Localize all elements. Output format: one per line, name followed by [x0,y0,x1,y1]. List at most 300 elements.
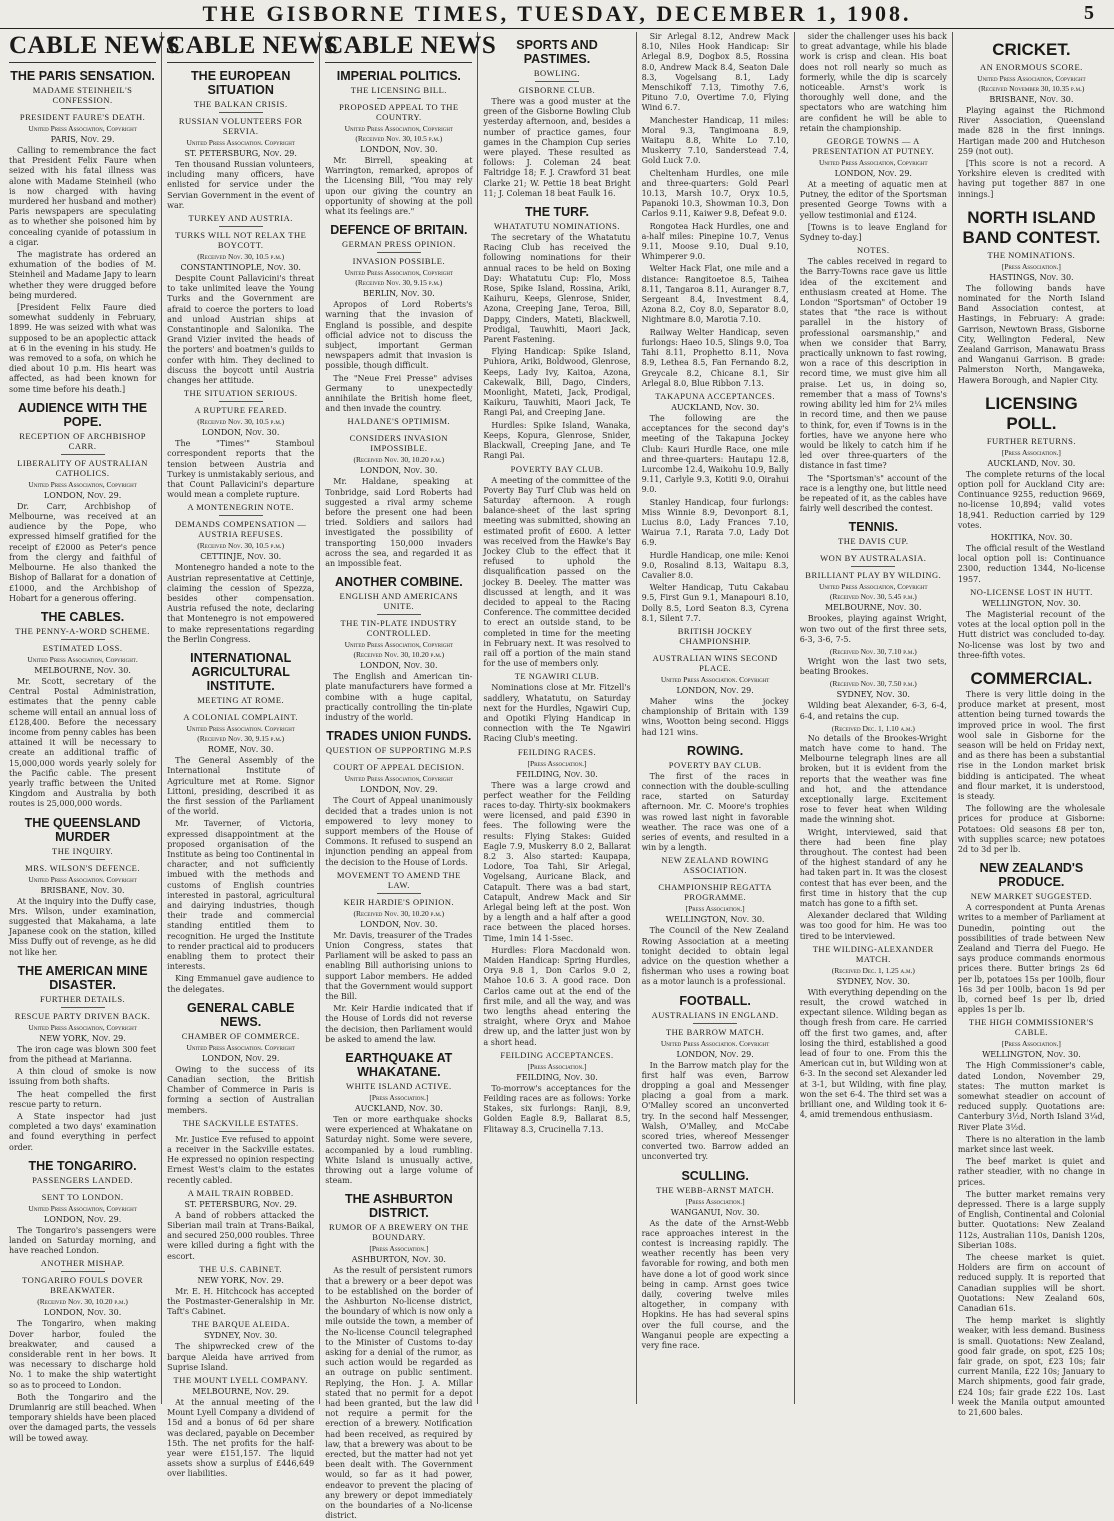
column-banner: CABLE NEWS [9,32,156,63]
divider-rule [377,429,421,430]
press-credit: [Press Association.] [685,1196,745,1206]
article-paragraph: [Towns is to leave England for Sydney to-day.] [799,222,947,243]
press-credit: [Press Association.] [1001,447,1061,457]
article-subheading: TURKS WILL NOT RELAX THE BOYCOTT. [175,230,307,251]
press-credit: (Received Nov. 30, 10.5 p.m.) [197,417,285,427]
article-subheading: PASSENGERS LANDED. [32,1174,133,1185]
article-paragraph: A State inspector had just completed a two days' examination and found everything in perfect order. [9,1111,157,1152]
article-subheading: POVERTY BAY CLUB. [510,463,604,474]
press-credit: (Received Nov. 30, 10.5 p.m.) [197,541,285,551]
article-paragraph: At the annual meeting of the Mount Lyell Company a dividend of 15d and a bonus of 6d per share was declared, payable on December 15th. The net profits for the half-year were £151,157. The liquid assets show a surplus of £446,649 over liabilities. [167,1398,315,1479]
press-credit: [Press Association.] [369,1092,429,1102]
column-3 [320,32,497,1521]
dateline: FEILDING, Nov. 30. [516,769,598,779]
article-paragraph: Wright, interviewed, said that there had been fine play throughout. The contest had been of the highest standard of any he had taken part in. It was the closest contest that has ever been, and the first time in history that the cup match has gone to a fifth set. [799,827,947,908]
press-credit: (Received November 30, 10.35 p.m.) [978,84,1085,93]
article-subheading: ESTIMATED LOSS. [42,642,123,653]
article-headline: THE QUEENSLAND MURDER [24,815,141,844]
article-subheading: KEIR HARDIE'S OPINION. [343,896,455,907]
article-subheading: NO-LICENSE LOST IN HUTT. [970,586,1093,597]
article-subheading: FEILDING ACCEPTANCES. [500,1049,614,1060]
press-credit: [Press Association.] [527,1061,587,1071]
article-subheading: MEETING AT ROME. [197,695,285,706]
divider-rule [61,639,105,640]
press-credit: United Press Association, Copyright [28,1022,137,1032]
article-subheading: TONGARIRO FOULS DOVER BREAKWATER. [22,1275,143,1296]
article-subheading: NOTES. [857,245,890,256]
dateline: WELLINGTON, Nov. 30. [982,1050,1081,1060]
article-subheading: LIBERALITY OF AUSTRALIAN CATHOLICS. [17,457,148,478]
article-subheading: THE LICENSING BILL. [350,85,447,95]
article-headline: SPORTS AND PASTIMES. [516,38,598,66]
article-paragraph: Mr. Haldane, speaking at Tonbridge, said Lord Roberts had suggested a rival army scheme before the present one had been tried. Soldiers and sailors had investigated the possibility of transporting 150,000 invaders across the sea, and regarded it as an impossible feat. [325,477,473,569]
article-paragraph: A band of robbers attacked the Siberian mail train at Trans-Baikal, and secured 250,000 roubles. Three were killed during a fight with the escort. [167,1210,315,1261]
press-credit: United Press Association, Copyright [819,158,928,168]
column-banner: CABLE NEWS [167,32,314,63]
press-credit: (Received Nov. 30, 10.5 p.m.) [355,134,443,143]
article-subheading: MADAME STEINHEIL'S CONFESSION. [32,85,133,105]
article-headline: THE ASHBURTON DISTRICT. [345,1192,453,1221]
divider-rule [61,859,105,860]
article-subheading: THE BARQUE ALEIDA. [191,1319,290,1330]
article-subheading: THE WILDING-ALEXANDER MATCH. [812,943,934,964]
article-paragraph: With everything depending on the result, the crowd watched in expectant silence. Wilding began as though fresh from care. He carried off the first two games, and, after losing the third, established a good lead of four to one. From this the American cut in, but Wilding won at 6-3. In the second set Alexander led at 3-1, but Wilding, with fine play, won the set 6-4. The third set was a brilliant one, and Wilding took it 6-4, amid tremendous enthusiasm. [799,987,947,1120]
dateline: FEILDING, Nov. 30. [516,1072,598,1082]
divider-rule [61,454,105,455]
press-credit: United Press Association, Copyright [344,774,454,784]
divider-rule [219,708,263,709]
article-subheading: THE NOMINATIONS. [987,249,1076,260]
article-paragraph: Owing to the success of its Canadian section, the British Chamber of Commerce in Paris is forming a section of Australian members. [167,1064,315,1115]
article-paragraph: No details of the Brookes-Wright match have come to hand. The Melbourne telegraph lines are all broken, but it is evident from the reports that the weather was fine and hot, and the attendance exceptionally large. Excitement rose to fever heat when Wilding made the winning shot. [799,733,947,825]
article-paragraph: [President Felix Faure died somewhat suddenly in February, 1899. He was seized with what was supposed to be an apoplectic attack at 6 in the evening in his study. He was removed to a sofa, on which he died about 10 p.m. His heart was affected, as had been known for some time before his death.] [9,303,157,394]
article-paragraph: Mr. Davis, treasurer of the Trades Union Congress, states that Parliament will be asked to pass an enabling Bill authorising unions to support Labor members. He added that the Government would support the Bill. [325,930,473,1001]
column-5 [637,32,795,1404]
press-credit: United Press Association, Copyright [344,268,454,278]
dateline: BRISBANE, Nov. 30. [989,95,1074,104]
article-subheading: CONSIDERS INVASION IMPOSSIBLE. [349,433,449,454]
press-credit: United Press Association. Copyright [660,1038,770,1048]
divider-rule [377,98,421,99]
article-headline: ANOTHER COMBINE. [334,575,463,590]
article-paragraph: The Council of the New Zealand Rowing Association at a meeting tonight decided to obtain legal advice on the question whether a fisherman who uses a rowing boat as a motor launch is a professional. [641,926,789,987]
article-headline: TENNIS. [848,520,898,535]
press-credit: (Received Nov. 30, 7.50 p.m.) [829,679,917,689]
column-6 [795,32,953,1404]
article-paragraph: The English and American tin-plate manufacturers have formed a combine with a huge capital, practically controlling the tin-plate industry of the world. [325,672,473,723]
article-paragraph: Welter Hack Flat, one mile and a distance: Rangitoetoe 8.5, Taihea 8.11, Tangaroa 8.11, Auranger 8.7, Sergeant 8.4, Investment 8.4, Azona 8.2, Coy 8.0, Separator 8.0, Nightmare 8.0, Marotia 7.10. [641,264,789,325]
dateline: CETTINJE, Nov. 30. [200,552,282,562]
article-headline: IMPERIAL POLITICS. [336,69,461,83]
article-headline: COMMERCIAL. [970,668,1093,688]
article-headline: DEFENCE OF BRITAIN. [330,223,468,238]
divider-rule [851,549,895,550]
article-headline: THE TURF. [525,205,589,220]
article-paragraph: Maher wins the jockey championship of Britain with 139 wins, Wootton being second. Higgs had 121 wins. [641,696,789,737]
article-subheading: ANOTHER MISHAP. [40,1258,125,1269]
article-paragraph: A correspondent at Punta Arenas writes to a member of Parliament at Dunedin, pointing out the possibilities of trade between New Zealand and Tierra del Fuego. He says produce commands enormous prices there. Butter brings 2s 6d per lb, potatoes 15s per 100lb, flour 16s 3d per 100lb, bacon 1s 9d per lb, corned beef 1s per lb, dried apples 1s per lb. [957,903,1105,1015]
article-paragraph: The iron cage was blown 300 feet from the pithead at Marianna. [9,1044,157,1064]
article-paragraph: King Emmanuel gave audience to the delegates. [167,974,315,994]
dateline: AUCKLAND, Nov. 30. [354,1103,443,1113]
article-headline: CRICKET. [992,40,1071,59]
article-paragraph: A thin cloud of smoke is now issuing from both shafts. [9,1067,157,1087]
article-subheading: GISBORNE CLUB. [518,85,596,95]
divider-rule [535,81,579,82]
dateline: LONDON, Nov. 30. [360,919,438,929]
article-paragraph: Sir Arlegal 8.12, Andrew Mack 8.10, Niles Hook Handicap: Sir Arlegal 8.9, Dogbox 8.5, Rossina 8.0, Andrew Mack 8.4, Seaton Dale 8.3, Vogelsang 8.1, Lady Menschikoff 7.13, Timothy 7.6, Pituno 7.0, Overtime 7.0, Flying Wind 6.7. [641,32,789,113]
article-paragraph: Brookes, playing against Wright, won two out of the first three sets, 6-3, 3-6, 7-5. [799,614,947,644]
article-subheading: THE SITUATION SERIOUS. [183,388,298,399]
article-subheading: WHITE ISLAND ACTIVE. [346,1080,452,1091]
article-paragraph: There is very little doing in the produce market at present, most attention being turned towards the improved price in wool. The first wool sale in Gisborne for the season will be held on Friday next, and as there has been a substantial rise in the London market brisk bidding is anticipated. The wheat and flour market, it is understood, is steady. [957,689,1105,801]
article-subheading: CHAMBER OF COMMERCE. [181,1030,300,1041]
dateline: PARIS, Nov. 29. [50,135,115,144]
dateline: LONDON, Nov. 29. [676,685,754,695]
article-paragraph: The butter market remains very depressed. There is a large supply of English, Continental and Colonial butter. Quotations: New Zealand 112s, Australian 110s, Danish 120s, Siberian 108s. [957,1189,1105,1250]
article-paragraph: Calling to remembrance the fact that President Felix Faure when seized with his fatal illness was alone with Madame Steinheil (who is now charged with having murdered her husband and mother) Paris newspapers are speculating as to whether she poisoned him by concealing cyanide of potassium in a cigar. [9,146,157,247]
press-credit: [Press Association.] [685,904,745,914]
article-paragraph: Despite Count Pallavicini's threat to take unlimited leave the Young Turks and the Government are afraid to coerce the porters to load and unload Austrian ships at Constantinople and Salonika. The Grand Vizier invited the heads of the porters' and boatmen's guilds to confer with him. They declined to discuss the boycott until Austria changes her attitude. [167,274,315,386]
column-banner: CABLE NEWS [325,32,472,63]
dateline: MELBOURNE, Nov. 30. [824,603,922,613]
article-subheading: WON BY AUSTRALASIA. [820,553,927,564]
divider-rule [219,112,263,113]
article-paragraph: At a meeting of aquatic men at Putney, the editor of the Sportsman presented George Towns with a yellow testimonial and £124. [799,180,947,220]
divider-rule [693,649,737,650]
dateline: LONDON, Nov. 29. [43,490,122,500]
divider-rule [377,893,421,894]
article-paragraph: As the date of the Arnst-Webb race approaches interest in the contest is increasing rapidly. The weather recently has been very favorable for rowing, and both men have done a lot of good work since being in camp. Arnst goes twice daily, covering twelve miles altogether, in company with Hopkins. He has had several spins over the full course, and the Wanganui people are expecting a very fine race. [641,1218,789,1351]
divider-rule [61,108,105,109]
article-subheading: GEORGE TOWNS — A PRESENTATION AT PUTNEY. [812,136,935,157]
article-subheading: RESCUE PARTY DRIVEN BACK. [14,1010,151,1021]
article-subheading: AUSTRALIAN WINS SECOND PLACE. [652,652,778,673]
article-paragraph: Wilding beat Alexander, 6-3, 6-4, 6-4, and retains the cup. [799,701,947,721]
press-credit: (Received Nov. 30, 9.15 p.m.) [197,734,285,744]
press-credit: United Press Association. Copyright [186,724,295,734]
article-subheading: CHAMPIONSHIP REGATTA PROGRAMME. [658,882,772,903]
article-subheading: AN ENORMOUS SCORE. [980,62,1083,72]
article-paragraph: Nominations close at Mr. Fitzell's saddlery, Whatatutu, on Saturday next for the Hurdles, Ngawiri Cup, and Opotiki Flying Handicap in connection with the Te Ngawiri Racing Club's meeting. [483,683,631,744]
article-subheading: GERMAN PRESS OPINION. [342,239,456,250]
article-headline: LICENSING POLL. [985,393,1078,433]
article-paragraph: The "Times'" Stamboul correspondent reports that the tension between Austria and Turkey is unmistakably serious, and that Count Pallavicini's departure would mean a complete rupture. [167,439,315,500]
dateline: ST. PETERSBURG, Nov. 29. [184,1199,297,1209]
column-4 [478,32,636,1404]
newspaper-columns [4,32,1110,1521]
article-paragraph: To-morrow's acceptances for the Feilding races are as follows: Yorke Stakes, six furlongs: Ranji, 8.9, Golden Eagle 8.9, Ballarat 8.5, Flitaway 8.3, Crucinella 7.13. [483,1083,631,1134]
dateline: ASHBURTON, Nov. 30. [351,1255,446,1265]
article-paragraph: The Magisterial recount of the votes at the local option poll in the Hutt district was concluded to-day. No-license was lost by two and three-fifth votes. [957,609,1105,660]
article-subheading: BRITISH JOCKEY CHAMPIONSHIP. [677,625,753,646]
article-subheading: TAKAPUNA ACCEPTANCES. [655,390,775,401]
press-credit: (Received Nov. 30, 10.20 p.m.) [37,1297,128,1307]
dateline: ROME, Nov. 30. [207,745,274,755]
press-credit: (Received Nov. 30, 10.5 p.m.) [197,252,285,262]
article-paragraph: Mr. Birrell, speaking at Warrington, remarked, apropos of the Licensing Bill, "You may rely upon our giving the country an opportunity of showing at the poll what its feelings are." [325,156,473,217]
divider-rule [219,226,263,227]
article-paragraph: Hurdles: Spike Island, Wanaka, Keeps, Kopura, Glenrose, Snider, Blackwall, Creeping Jane, and Te Rangi Pai. [483,420,631,461]
press-credit: (Received Nov. 30, 7.10 p.m.) [829,646,917,656]
article-paragraph: The following bands have nominated for the North Island Band Association contest, at Hastings, in February: A grade: Garrison, Newtown Brass, Gisborne City, Wellington Federal, New Zealand Garrison, Manawatu Brass and Wanganui Garrison. B grade: Palmerston North, Mangaweka, Hawera Borough, and Napier City. [957,283,1105,385]
article-headline: THE CABLES. [40,609,125,624]
article-subheading: DEMANDS COMPENSATION — AUSTRIA REFUSES. [174,519,307,540]
divider-rule [219,1131,263,1132]
article-paragraph: There was a large crowd and perfect weather for the Feilding races to-day. Thirty-six bookmakers were licensed, and paid £390 in fees. The following were the results: Flying Stakes: Guided Eagle 7.9, Muskerry 8.0 2, Ballarat 8.2 3. Also started: Kaupapa, Lodore, Toa Tahi, Sir Arlegal, Vogelsang, Auricane Black, and Catapult. There was a bad start, Catapult, Andrew Mack and Sir Arlegal being left at the post. Won by a length and a half after a good race between the placed horses. Time, 1min 14 1-5sec. [483,780,631,943]
article-paragraph: Mr. Scott, secretary of the Central Postal Administration, estimates that the penny cable scheme will entail an annual loss of £128,400. Before the necessary income from penny cables has been attained it will be necessary to create an additional traffic of 15,000,000 words yearly solely for the Pacific cable. The present yearly traffic between the United Kingdom and Australia by both routes is 25,000,000 words. [9,676,157,809]
article-headline: GENERAL CABLE NEWS. [187,1000,295,1029]
article-paragraph: Montenegro handed a note to the Austrian representative at Cettinje, claiming the cession of Spezza, besides other compensation. Austria refused the note, declaring that Montenegro is not empowered to make representations regarding the Berlin Congress. [167,563,315,644]
dateline: NEW YORK, Nov. 29. [39,1033,126,1043]
dateline: LONDON, Nov. 30. [360,145,438,154]
article-subheading: THE SACKVILLE ESTATES. [182,1117,299,1128]
press-credit: United Press Association. Copyright [186,1042,295,1052]
article-subheading: THE DAVIS CUP. [838,536,909,547]
article-subheading: NEW MARKET SUGGESTED. [970,891,1093,902]
press-credit: United Press Association, Copyright [344,640,454,650]
press-credit: United Press Association, Copyright [344,124,454,133]
article-paragraph: A meeting of the committee of the Poverty Bay Turf Club was held on Saturday afternoon. A rough balance-sheet of the last spring meeting was submitted, showing an estimated profit of £600. A letter was received from the Hawke's Bay Jockey Club to the effect that it refused to uphold the disqualification passed on the jockey B. Deeley. The matter was discussed at length, and it was decided to appeal to the Racing Conference. The committee decided to erect an outside stand, to be completed in time for the meeting in February next. It was resolved to rail off a portion of the main stand for the use of members only. [483,475,631,669]
article-paragraph: The following are the acceptances for the second day's meeting of the Takapuna Jockey Club: Kauri Hurdle Race, one mile and three-quarters: Hautapu 12.8, Lurcombe 12.4, Waikohu 10.9, Bally 9.11, Carlyle 9.3, Kotiti 9.0, Oirahui 9.0. [641,413,789,495]
dateline: MELBOURNE, Nov. 29. [192,1387,289,1397]
dateline: MELBOURNE, Nov. 30. [34,665,131,675]
dateline: LONDON, Nov. 29. [360,785,438,795]
press-credit: United Press Association, Copyright [977,74,1086,83]
article-subheading: RECEPTION OF ARCHBISHOP CARR. [19,430,146,451]
page-number: 5 [1084,2,1096,24]
article-subheading: COURT OF APPEAL DECISION. [333,762,465,773]
article-paragraph: The Tongariro's passengers were landed on Saturday morning, and have reached London. [9,1225,157,1256]
divider-rule [693,878,737,879]
article-subheading: WHATATUTU NOMINATIONS. [493,221,620,232]
article-subheading: THE BARROW MATCH. [665,1026,765,1037]
masthead [0,0,1114,29]
dateline: BRISBANE, Nov. 30. [40,885,125,895]
article-subheading: SENT TO LONDON. [41,1191,124,1202]
article-paragraph: In the Barrow match play for the first half was even, Barrow dropping a goal and Messenger placing a goal from a mark. O'Malley scored an unconverted try. In the second half Messenger, Walsh, O'Malley, and McCabe scored tries, whereof Messenger converted two. Barrow added an unconverted try. [641,1060,789,1162]
divider-rule [219,401,263,402]
press-credit: (Received Nov. 30, 10.20 p.m.) [353,908,445,918]
article-paragraph: Hurdles: Flora Macdonald won. Maiden Handicap: Spring Hurdles, Orya 9.8 1, Don Carlos 9.0 2, Mahoe 10.6 3. A good race. Don Carlos came out at the end of the first mile, and all the way, and was two lengths ahead entering the straight, where Oryx and Mahoe drew up, and the latter just won by a short head. [483,945,631,1047]
divider-rule [61,1271,105,1272]
article-subheading: BRILLIANT PLAY BY WILDING. [805,570,942,581]
article-paragraph: The beef market is quiet and rather steadier, with no change in prices. [957,1157,1105,1187]
article-subheading: PROPOSED APPEAL TO THE COUNTRY. [339,102,459,122]
article-paragraph: The High Commissioner's cable, dated London, November 29, states: The mutton market is somewhat steadier on account of reduced supply. Quotations are: Canterbury 3½d, North Island 3¼d, River Plate 3½d. [957,1061,1105,1132]
article-subheading: FURTHER RETURNS. [986,435,1077,446]
article-paragraph: Alexander declared that Wilding was too good for him. He was too tired to be interviewed. [799,911,947,941]
divider-rule [61,1007,105,1008]
article-paragraph: Dr. Carr, Archbishop of Melbourne, was received at an audience by the Pope, who expressed himself gratified for the receipt of £2000 as Peter's pence from the clergy and faithful of Melbourne. He also thanked the Bishop of Ballarat for a donation of £1000, and the Archbishop of Hobart for a generous offering. [9,501,157,603]
dateline: ST. PETERSBURG, Nov. 29. [184,149,297,158]
article-paragraph: The cables received in regard to the Barry-Towns race gave us little idea of the excitement and enthusiasm created at Home. The London "Sportsman" of October 19 states that "the race is without parallel in the history of professional oarsmanship," and when we consider that Barry, practically unknown to fast rowing, won a race of this description in record time, we must give him all praise. Let us, in doing so, remember that a mass of Towns's rowing ability led him for 2¼ miles in record time, and then we pause to think, for, even if Towns is in the forties, have we anyone here who would be likely to catch him if he led over three-quarters of the distance in fast time? [799,257,947,471]
article-subheading: THE TIN-PLATE INDUSTRY CONTROLLED. [340,618,458,639]
press-credit: United Press Association. Copyright [186,138,295,147]
article-paragraph: [This score is not a record. A Yorkshire eleven is credited with having put together 887 in one innings.] [957,159,1105,199]
newspaper-title: THE GISBORNE TIMES, TUESDAY, DECEMBER 1, 1908. [202,1,912,26]
article-paragraph: Playing against the Richmond River Association, Queensland made 828 in the first innings. Hartigan made 200 and Hutcheson 259 (not out). [957,106,1105,156]
column-7 [953,32,1110,1418]
article-paragraph: The magistrate has ordered an exhumation of the bodies of M. Steinheil and Madame Japy to learn whether they were drugged before being murdered. [9,250,157,300]
dateline: WELLINGTON, Nov. 30. [982,598,1081,608]
article-paragraph: The cheese market is quiet. Holders are firm on account of reduced supply. It is reported that Canadian supplies will be short. Quotations: New Zealand 60s, Canadian 61s. [957,1253,1105,1314]
article-paragraph: Mr. Taverner, of Victoria, expressed disappointment at the proposed organisation of the Institute as being too Continental in character, and not sufficiently imbued with the methods and customs of English countries interested in pastoral, agricultural and dairying industries, though their trade and commercial standing entitled them to recognition. He urged the Institute to render practical aid to producers enabling them to protect their interests. [167,819,315,972]
article-subheading: TE NGAWIRI CLUB. [514,671,600,682]
article-subheading: AUSTRALIANS IN ENGLAND. [651,1009,779,1020]
article-paragraph: The "Neue Frei Presse" advises Germany to unexpectedly annihilate the British home fleet, and then invade the country. [325,373,473,414]
article-paragraph: Mr. Keir Hardie indicated that if the House of Lords did not reverse the decision, then Parliament would be asked to amend the law. [325,1004,473,1044]
press-credit: United Press Association, Copyright [28,1203,137,1213]
press-credit: (Received Nov. 30, 9.15 p.m.) [355,278,443,288]
article-headline: NORTH ISLAND BAND CONTEST. [962,207,1101,247]
article-paragraph: There was a good muster at the green of the Gisborne Bowling Club yesterday afternoon, and, besides a number of practice games, four games in the Champion Cup series were played. These resulted as follows: J. Coleman 24 beat Faltridge 18; F. J. Crawford 31 beat Clarke 21; W. Pettie 18 beat Bright 11; J. Coleman 18 beat Faulk 16. [483,97,631,198]
article-paragraph: The secretary of the Whatatutu Racing Club has received the following nominations for their annual races to be held on Boxing Day: Whatatutu Cup: Flo, Moss Rose, Spike Island, Rossina, Ariki, Kaihuru, Keeps, Glenrose, Snider, Azona, Creeping Jane, Teroa, Bill, Dappy, Cinders, Mateti, Blackwell, Prodigal, Tauwhiti, Maori Jack, Parent Fastening. [483,233,631,345]
dateline: AUCKLAND, Nov. 30. [671,402,760,412]
divider-rule [693,1023,737,1024]
article-paragraph: Rongotea Hack Hurdles, one and a-half miles: Pinepine 10.7, Venus 9.11, Moose 9.10, Dual 9.10, Whimperer 9.0. [641,221,789,262]
article-headline: THE TONGARIRO. [28,1158,137,1173]
article-headline: AUDIENCE WITH THE POPE. [17,400,148,429]
press-credit: (Received Dec. 1, 1.10 a.m.) [831,723,915,733]
dateline: AUCKLAND, Nov. 30. [987,458,1076,468]
dateline: LONDON, Nov. 30. [43,1308,122,1318]
article-paragraph: The official result of the Westland local option poll is: Continuance 2300, reduction 1344, No-license 1957. [957,544,1105,584]
article-subheading: THE PENNY-A-WORD SCHEME. [15,625,150,636]
article-subheading: TURKEY AND AUSTRIA. [188,213,293,224]
press-credit: (Received Nov. 30, 5.45 p.m.) [829,592,917,602]
dateline: LONDON, Nov. 29. [202,1053,280,1063]
article-paragraph: Welter Handicap, Tutu Cakabau 9.5, First Gun 9.1, Manapouri 8.10, Dolly 8.5, Lord Seaton 8.3, Cyrena 8.1, Silent 7.7. [641,583,789,623]
article-subheading: FURTHER DETAILS. [39,993,126,1004]
article-headline: EARTHQUAKE AT WHAKATANE. [345,1050,453,1079]
dateline: SYDNEY, Nov. 30. [836,976,910,986]
article-paragraph: Wright won the last two sets, beating Brookes. [799,656,947,677]
article-paragraph: As the result of persistent rumors that a brewery or a beer depot was to be established on the border of the Ashburton No-license district, the boundary of which is now only a mile outside the town, a member of the No-license Council telegraphed to the Minister of Customs to-day asking for a denial of the rumor, as such action would be regarded as an outrage on public sentiment. Replying, the Hon. J. A. Millar stated that no permit for a depot had been granted, but the law did not require a permit for the erection of a brewery. Notification had been received, as required by law, that a brewery was about to be erected, but the matter had not yet been dealt with. The Government would, so far as it had power, endeavor to prevent the placing of any brewery or depot immediately on the boundaries of a No-license district. [325,1266,473,1521]
article-headline: SCULLING. [681,1168,749,1183]
article-paragraph: The first of the races in connection with the double-sculling race, started on Saturday afternoon. Mr. C. Moore's trophies was rowed last night in favorable weather. The race was one of a series of events, and resulted in a win by a length. [641,771,789,853]
press-credit: United Press Association. Copyright [660,674,770,684]
press-credit: United Press Association, Copyright. [27,654,138,664]
article-paragraph: The Court of Appeal unanimously decided that a trades union is not empowered to levy money to support members of the House of Commons. It refused to suspend an injunction pending an appeal from the decision to the House of Lords. [325,796,473,867]
article-paragraph: Mr. E. H. Hitchcock has accepted the Postmaster-Generalship in Mr. Taft's Cabinet. [167,1286,315,1317]
article-paragraph: Both the Tongariro and the Drumlanrig are still beached. When temporary shields have been placed over the damaged parts, the vessels will be towed away. [9,1392,157,1443]
dateline: LONDON, Nov. 30. [360,661,438,671]
column-1 [4,32,181,1443]
article-paragraph: Apropos of Lord Roberts's warning that the invasion of England is possible, and despite official advice not to discuss the subject, important German newspapers admit that invasion is possible, though difficult. [325,300,473,371]
press-credit: United Press Association. Copyright [28,874,137,884]
press-credit: [Press Association.] [1001,261,1061,271]
article-paragraph: The complete returns of the local option poll for Auckland City are: Continuance 9255, reduction 9669, no-license 10,894; valid votes 18,941. Reduction carried by 129 votes. [957,469,1105,530]
article-subheading: RUSSIAN VOLUNTEERS FOR SERVIA. [178,116,303,136]
dateline: LONDON, Nov. 29. [834,169,912,179]
article-paragraph: Ten or more earthquake shocks were experienced at Whakatane on Saturday night. Some were severe, accompanied by a loud rumbling. White Island is unusually active, throwing out a large volume of steam. [325,1114,473,1186]
article-subheading: THE HIGH COMMISSIONER'S CABLE. [968,1017,1094,1038]
dateline: BERLIN, Nov. 30. [362,289,435,299]
dateline: HOKITIKA, Nov. 30. [990,533,1073,543]
article-subheading: THE INQUIRY. [52,845,114,856]
article-paragraph: The following are the wholesale prices for produce at Gisborne: Potatoes: Old seasons £8 per ton, with supplies scarce; new potatoes 2d to 3d per lb. [957,804,1105,854]
dateline: LONDON, Nov. 29. [676,1049,754,1059]
article-subheading: THE MOUNT LYELL COMPANY. [173,1375,308,1386]
article-headline: THE EUROPEAN SITUATION [191,69,291,97]
divider-rule [851,566,895,567]
article-subheading: ENGLISH AND AMERICANS UNITE. [339,591,459,612]
article-subheading: QUESTION OF SUPPORTING M.P.S [325,745,472,756]
dateline: CONSTANTINOPLE, Nov. 30. [180,263,301,273]
article-paragraph: The hemp market is slightly weaker, with less demand. Business is small. Quotations: New Zealand, good fair grade, on spot, £25 10s; fair grade, on spot, £23 10s; fair current Manila, £22 10s; January to March shipments, good fair grade, £24 10s; fair grade £22 10s. Last week the Manila output amounted to 21,600 bales. [957,1316,1105,1418]
divider-rule [377,758,421,759]
article-paragraph: Mr. Justice Eve refused to appoint a receiver in the Sackville estates. He expressed no opinion respecting Ernest West's claim to the estates recently cabled. [167,1134,315,1185]
dateline: NEW YORK, Nov. 29. [197,1275,284,1285]
article-subheading: RUMOR OF A BREWERY ON THE BOUNDARY. [328,1222,469,1243]
dateline: HASTINGS, Nov. 30. [989,272,1074,282]
article-headline: FOOTBALL. [679,993,751,1008]
article-subheading: THE WEBB-ARNST MATCH. [656,1184,775,1195]
divider-rule [377,614,421,615]
dateline: SYDNEY, Nov. 30. [836,690,910,700]
article-paragraph: Railway Welter Handicap, seven furlongs: Haeo 10.5, Slings 9.0, Toa Tahi 8.11, Prophetto 8.11, Nova 8.9, Lethea 8.5, Fan Fernando 8.2, Greycale 8.2, Chicane 8.1, Sir Arlegal 8.0, Blue Ribbon 7.13. [641,327,789,388]
press-credit: (Received Dec. 1, 1.25 a.m.) [831,965,915,975]
article-subheading: A MAIL TRAIN ROBBED. [187,1187,294,1198]
article-headline: THE AMERICAN MINE DISASTER. [17,963,148,992]
article-paragraph: sider the challenger uses his back to great advantage, while his blade work is crisp and clean. His boat does not roll nearly so much as formerly, while the dip is scarcely noticeable. Arnst's work is thoroughly well done, and the spectators who are watching him are confident he will be able to retain the championship. [799,32,947,133]
article-subheading: NEW ZEALAND ROWING ASSOCIATION. [661,855,769,876]
article-subheading: POVERTY BAY CLUB. [668,759,762,770]
article-subheading: HALDANE'S OPTIMISM. [347,416,451,427]
article-paragraph: Manchester Handicap, 11 miles: Moral 9.3, Tangimoana 8.9, Waitapu 8.8, White Lo 7.10, Muskerry 7.10, Sanderstead 7.4, Gold Luck 7.0. [641,115,789,166]
dateline: WANGANUI, Nov. 30. [670,1207,760,1217]
article-paragraph: The Tongariro, when making Dover harbor, fouled the breakwater, and caused a considerable rent in her bows. It was necessary to discharge hold No. 1 to make the ship watertight so as to proceed to London. [9,1319,157,1390]
article-headline: ROWING. [687,743,744,758]
article-paragraph: The shipwrecked crew of the barque Aleida have arrived from Suprise Island. [167,1342,315,1372]
article-subheading: THE BALKAN CRISIS. [193,99,288,109]
article-paragraph: At the inquiry into the Duffy case, Mrs. Wilson, under examination, suggested that Makahama, a late Japanese cook on the station, killed Miss Duffy out of revenge, as he did not like her. [9,896,157,957]
divider-rule [219,515,263,516]
dateline: SYDNEY, Nov. 30. [204,1331,278,1341]
press-credit: United Press Association, Copyright [819,582,928,592]
article-paragraph: There is no alteration in the lamb market since last week. [957,1134,1105,1155]
dateline: WELLINGTON, Nov. 30. [665,915,765,925]
dateline: LONDON, Nov. 29. [43,1214,122,1224]
dateline: LONDON, Nov. 30. [202,428,280,438]
dateline: LONDON, Nov. 30. [360,466,438,476]
press-credit: [Press Association.] [369,1244,429,1254]
article-subheading: PRESIDENT FAURE'S DEATH. [19,112,146,122]
article-subheading: BOWLING. [533,68,581,78]
press-credit: (Received Nov. 30, 10.20 p.m.) [353,455,445,465]
article-paragraph: Hurdle Handicap, one mile: Kenoi 9.0, Rosalind 8.13, Waitapu 8.3, Cavalier 8.0. [641,550,789,580]
article-subheading: MOVEMENT TO AMEND THE LAW. [336,869,461,890]
article-subheading: A RUPTURE FEARED. [194,405,287,416]
divider-rule [61,1188,105,1189]
article-paragraph: Stanley Handicap, four furlongs: Miss Winnie 8.9, Devonport 8.1, Lucius 8.0, Lady Frances 7.10, Wairua 7.1, Rarata 7.0, Lady Dot 6.9. [641,497,789,548]
article-paragraph: Flying Handicap: Spike Island, Puhiora, Ariki, Boldwood, Glenrose, Keeps, Lady Ivy, Kaitoa, Azona, Cakewalk, Bill, Dago, Cinders, Moonlight, Mateti, Jack, Prodigal, Kaikuru, Tauwhiti, Maori Jack, Te Rangi Pai, and Creeping Jane. [483,347,631,418]
article-subheading: A MONTENEGRIN NOTE. [187,502,294,513]
press-credit: (Received Nov. 30, 10.20 p.m.) [353,650,445,660]
article-headline: NEW ZEALAND'S PRODUCE. [979,861,1084,890]
article-subheading: THE U.S. CABINET. [199,1263,283,1274]
article-paragraph: The "Sportsman's" account of the race is a lengthy one, but little need be repeated of it, as the cables have fairly well described the contest. [799,473,947,514]
article-headline: THE PARIS SENSATION. [10,69,155,83]
article-subheading: MRS. WILSON'S DEFENCE. [25,862,140,873]
article-subheading: FEILDING RACES. [517,746,597,757]
article-subheading: A COLONIAL COMPLAINT. [183,712,299,723]
press-credit: [Press Association.] [1001,1039,1061,1049]
column-2 [162,32,339,1479]
press-credit: United Press Association, Copyright [28,479,137,489]
article-paragraph: Ten thousand Russian volunteers, including many officers, have enlisted for service under the Servian Government in the event of war. [167,160,315,210]
